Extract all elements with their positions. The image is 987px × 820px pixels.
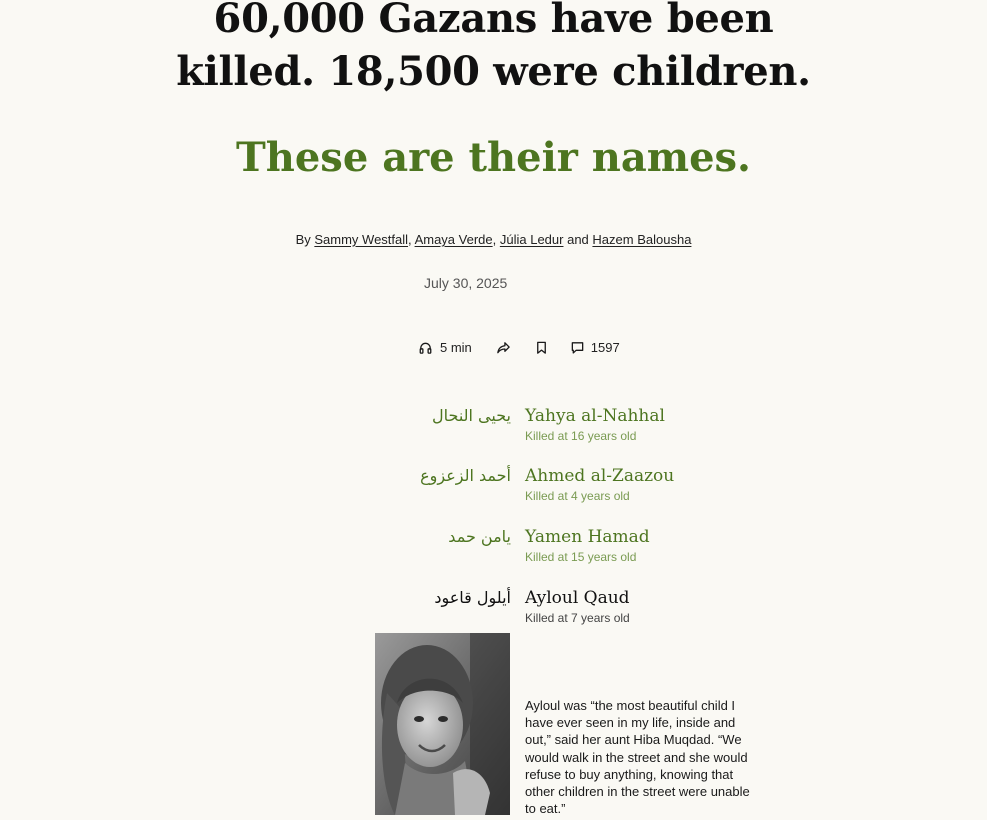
victim-photo bbox=[375, 633, 510, 815]
article-actions bbox=[418, 340, 620, 355]
comment-count: 1597 bbox=[590, 340, 620, 355]
share-button[interactable] bbox=[496, 340, 511, 355]
victim-english-name: Ahmed al-Zaazou bbox=[525, 466, 675, 486]
victim-age: Killed at 15 years old bbox=[525, 550, 637, 564]
subheadline: These are their names. bbox=[236, 134, 751, 181]
victim-english-name: Yamen Hamad bbox=[525, 527, 650, 547]
author-link-amaya-verde[interactable]: Amaya Verde bbox=[414, 232, 493, 247]
share-icon bbox=[496, 340, 511, 355]
author-link-hazem-balousha[interactable]: Hazem Balousha bbox=[592, 232, 692, 247]
byline-separator: , bbox=[408, 232, 412, 247]
victim-age: Killed at 16 years old bbox=[525, 429, 637, 443]
victim-arabic-name: أيلول قاعود bbox=[434, 588, 511, 607]
bookmark-icon bbox=[534, 340, 549, 355]
victim-english-name: Ayloul Qaud bbox=[525, 588, 630, 608]
victim-age: Killed at 7 years old bbox=[525, 611, 630, 625]
victim-age: Killed at 4 years old bbox=[525, 489, 630, 503]
victim-entry bbox=[0, 526, 987, 582]
comment-icon bbox=[570, 340, 585, 355]
save-article-button[interactable] bbox=[534, 340, 549, 355]
headline bbox=[0, 0, 987, 98]
byline-prefix: By bbox=[295, 232, 311, 247]
byline-conjunction: and bbox=[567, 232, 589, 247]
victim-arabic-name: أحمد الزعزوع bbox=[420, 466, 511, 485]
byline-separator: , bbox=[492, 232, 497, 247]
victim-arabic-name: يحيى النحال bbox=[431, 406, 511, 425]
author-link-julia-ledur[interactable]: Júlia Ledur bbox=[499, 232, 564, 247]
headphones-icon bbox=[418, 340, 433, 355]
victim-english-name: Yahya al-Nahhal bbox=[525, 406, 665, 426]
victim-entry bbox=[0, 465, 987, 521]
author-link-sammy-westfall[interactable]: Sammy Westfall bbox=[314, 232, 409, 247]
comments-button[interactable] bbox=[570, 340, 620, 355]
listen-duration: 5 min bbox=[440, 340, 472, 355]
victim-entry bbox=[0, 405, 987, 461]
headline-line-1: 60,000 Gazans have been bbox=[213, 0, 774, 42]
publish-date: July 30, 2025 bbox=[424, 275, 508, 291]
listen-button[interactable] bbox=[418, 340, 472, 355]
portrait-illustration bbox=[375, 633, 510, 815]
byline bbox=[0, 232, 987, 247]
victim-bio: Ayloul was “the most beautiful child I have ever seen in my life, inside and out,” said her aunt Hiba Muqdad. “We would walk in the street and she would refuse to buy anything, knowing that other children in the street were unable to eat.” bbox=[525, 698, 750, 817]
victim-arabic-name: يامن حمد bbox=[448, 527, 511, 546]
headline-line-2: killed. 18,500 were children. bbox=[176, 48, 811, 95]
